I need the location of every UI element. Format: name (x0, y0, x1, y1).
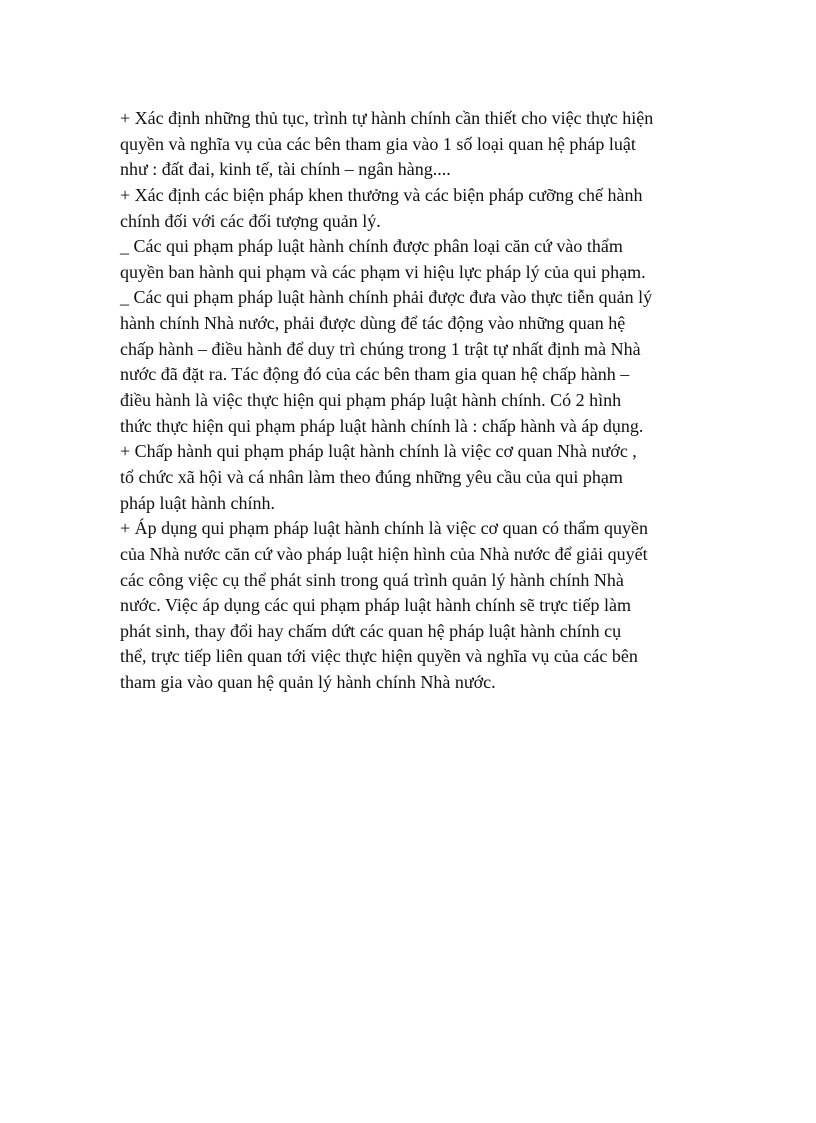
text-line: + Xác định các biện pháp khen thưởng và các biện pháp cưỡng chế hành (120, 184, 643, 205)
text-line: quyền ban hành qui phạm và các phạm vi hiệu lực pháp lý của qui phạm. (120, 261, 646, 282)
text-line: chấp hành – điều hành để duy trì chúng trong 1 trật tự nhất định mà Nhà (120, 338, 641, 359)
text-line: pháp luật hành chính. (120, 492, 275, 513)
text-line: như : đất đai, kinh tế, tài chính – ngân hàng.... (120, 159, 451, 180)
body-text (120, 106, 710, 696)
text-line: điều hành là việc thực hiện qui phạm pháp luật hành chính. Có 2 hình (120, 390, 622, 411)
text-line: + Chấp hành qui phạm pháp luật hành chính là việc cơ quan Nhà nước , (120, 441, 637, 462)
text-line: tổ chức xã hội và cá nhân làm theo đúng những yêu cầu của qui phạm (120, 466, 623, 487)
text-line: thức thực hiện qui phạm pháp luật hành chính là : chấp hành và áp dụng. (120, 415, 644, 436)
text-line: chính đối với các đối tượng quản lý. (120, 210, 381, 231)
text-line: _ Các qui phạm pháp luật hành chính phải được đưa vào thực tiễn quản lý (120, 287, 653, 308)
text-line: + Áp dụng qui phạm pháp luật hành chính là việc cơ quan có thẩm quyền (120, 518, 649, 539)
text-line: quyền và nghĩa vụ của các bên tham gia vào 1 số loại quan hệ pháp luật (120, 133, 636, 154)
text-line: phát sinh, thay đổi hay chấm dứt các quan hệ pháp luật hành chính cụ (120, 620, 622, 641)
text-line: nước đã đặt ra. Tác động đó của các bên tham gia quan hệ chấp hành – (120, 364, 630, 385)
text-line: các công việc cụ thể phát sinh trong quá trình quản lý hành chính Nhà (120, 569, 624, 590)
text-line: _ Các qui phạm pháp luật hành chính được phân loại căn cứ vào thẩm (120, 236, 623, 257)
text-line: + Xác định những thủ tục, trình tự hành chính cần thiết cho việc thực hiện (120, 108, 654, 128)
text-line: tham gia vào quan hệ quản lý hành chính Nhà nước. (120, 672, 496, 693)
text-line: nước. Việc áp dụng các qui phạm pháp luật hành chính sẽ trực tiếp làm (120, 595, 631, 616)
text-line: hành chính Nhà nước, phải được dùng để tác động vào những quan hệ (120, 313, 626, 334)
text-line: của Nhà nước căn cứ vào pháp luật hiện hình của Nhà nước để giải quyết (120, 543, 648, 564)
text-line: thể, trực tiếp liên quan tới việc thực hiện quyền và nghĩa vụ của các bên (120, 646, 638, 667)
